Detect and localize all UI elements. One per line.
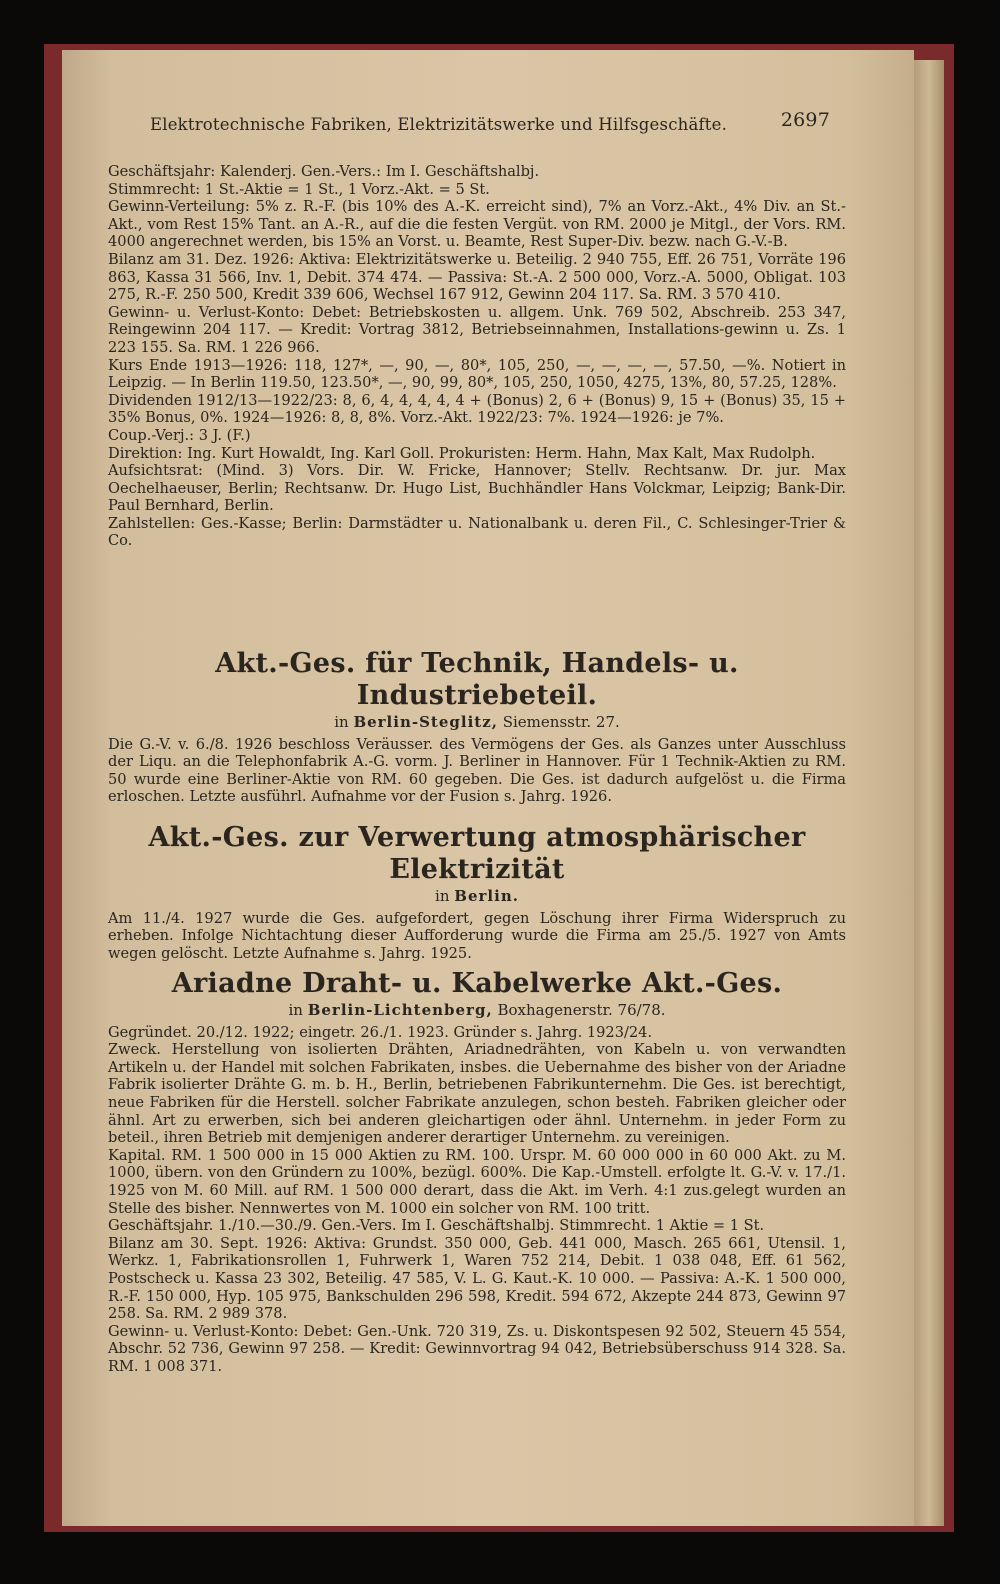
- paragraph: Gewinn-Verteilung: 5% z. R.-F. (bis 10% des A.-K. erreicht sind), 7% an Vorz.-Akt., 4% Div. an St.-Akt., vom Rest 15% Tant. an A.-R., auf die die festen Vergüt. von RM. 2000 je Mitgl., der Vors. RM. 4000 angerechnet werden, bis 15% an Vorst. u. Beamte, Rest Super-Div. bezw. nach G.-V.-B.: [108, 198, 846, 251]
- paragraph: Aufsichtsrat: (Mind. 3) Vors. Dir. W. Fricke, Hannover; Stellv. Rechtsanw. Dr. jur. Max Oechelhaeuser, Berlin; Rechtsanw. Dr. Hugo List, Buchhändler Hans Volckmar, Leipzig; Bank-Dir. Paul Bernhard, Berlin.: [108, 462, 846, 515]
- location-address: Siemensstr. 27.: [502, 713, 620, 731]
- paragraph: Am 11./4. 1927 wurde die Ges. aufgefordert, gegen Löschung ihrer Firma Widerspruch zu erheben. Infolge Nichtachtung dieser Aufforderung wurde die Firma am 25./5. 1927 von Amts wegen gelöscht. Letzte Aufnahme s. Jahrg. 1925.: [108, 909, 846, 962]
- paragraph: Dividenden 1912/13—1922/23: 8, 6, 4, 4, 4, 4, 4 + (Bonus) 2, 6 + (Bonus) 9, 15 + (Bonus) 35, 15 + 35% Bonus, 0%. 1924—1926: 8, 8, 8%. Vorz.-Akt. 1922/23: 7%. 1924—1926: je 7%.: [108, 391, 846, 427]
- company-title: Ariadne Draht- u. Kabelwerke Akt.-Ges.: [171, 968, 783, 999]
- company-title: Akt.-Ges. zur Verwertung atmosphärischer Elektrizität: [148, 822, 806, 885]
- paragraph: Coup.-Verj.: 3 J. (F.): [108, 426, 251, 444]
- page-edge: [914, 60, 944, 1526]
- company-title: Akt.-Ges. für Technik, Handels- u. Industriebeteil.: [215, 648, 739, 711]
- company-location: [108, 1002, 846, 1020]
- paragraph: Bilanz am 30. Sept. 1926: Aktiva: Grundst. 350 000, Geb. 441 000, Masch. 265 661, Utensil. 1, Werkz. 1, Fabrikationsrollen 1, Fuhrwerk 1, Waren 752 214, Debit. 1 038 048, Eff. 61 562, Postscheck u. Kassa 23 302, Beteilig. 47 585, V. L. G. Kaut.-K. 10 000. — Passiva: A.-K. 1 500 000, R.-F. 150 000, Hyp. 105 975, Bankschulden 296 598, Kredit. 594 672, Akzepte 244 873, Gewinn 97 258. Sa. RM. 2 989 378.: [108, 1234, 846, 1323]
- paragraph: Direktion: Ing. Kurt Howaldt, Ing. Karl Goll. Prokuristen: Herm. Hahn, Max Kalt, Max Rudolph.: [108, 444, 816, 462]
- section-technik-handels: [108, 648, 846, 806]
- paragraph: Gewinn- u. Verlust-Konto: Debet: Gen.-Unk. 720 319, Zs. u. Diskontspesen 92 502, Steuern 45 554, Abschr. 52 736, Gewinn 97 258. — Kredit: Gewinnvortrag 94 042, Betriebsüberschuss 914 328. Sa. RM. 1 008 371.: [108, 1322, 846, 1375]
- paragraph: Geschäftsjahr. 1./10.—30./9. Gen.-Vers. Im I. Geschäftshalbj. Stimmrecht. 1 Aktie = 1 St.: [108, 1217, 765, 1235]
- paragraph: Geschäftsjahr: Kalenderj. Gen.-Vers.: Im I. Geschäftshalbj.: [108, 163, 540, 180]
- paragraph: Zweck. Herstellung von isolierten Drähten, Ariadnedrähten, von Kabeln u. von verwandten Artikeln u. der Handel mit solchen Fabrikaten, insbes. die Uebernahme des bisher von der Ariadne Fabrik isolierter Drähte G. m. b. H., Berlin, betriebenen Fabrikunternehm. Die Ges. ist berechtigt, neue Fabriken für die Herstell. solcher Fabrikate anzulegen, schon besteh. Fabriken gleicher oder ähnl. Art zu erwerben, sich bei anderen gleichartigen oder ähnl. Unternehm. in jeder Form zu beteil., ihren Betrieb mit demjenigen anderer derartiger Unternehm. zu vereinigen.: [108, 1041, 846, 1147]
- paragraph: Gewinn- u. Verlust-Konto: Debet: Betriebskosten u. allgem. Unk. 769 502, Abschreib. 253 347, Reingewinn 204 117. — Kredit: Vortrag 3812, Betriebseinnahmen, Installations-gewinn u. Zs. 1 223 155. Sa. RM. 1 226 966.: [108, 303, 846, 356]
- paragraph: Zahlstellen: Ges.-Kasse; Berlin: Darmstädter u. Nationalbank u. deren Fil., C. Schlesinger-Trier & Co.: [108, 514, 846, 550]
- section-atmosphaerische-elektrizitaet: [108, 822, 846, 962]
- location-city: Berlin.: [454, 887, 519, 905]
- location-address: Boxhagenerstr. 76/78.: [497, 1001, 666, 1019]
- paragraph: Gegründet. 20./12. 1922; eingetr. 26./1. 1923. Gründer s. Jahrg. 1923/24.: [108, 1023, 653, 1041]
- company-location: [108, 714, 846, 732]
- location-city: Berlin-Lichtenberg,: [307, 1001, 493, 1019]
- company-location: [108, 888, 846, 906]
- running-head-title: Elektrotechnische Fabriken, Elektrizitätswerke und Hilfsgeschäfte.: [150, 115, 728, 134]
- paragraph: Bilanz am 31. Dez. 1926: Aktiva: Elektrizitätswerke u. Beteilig. 2 940 755, Eff. 26 751, Vorräte 196 863, Kassa 31 566, Inv. 1, Debit. 374 474. — Passiva: St.-A. 2 500 000, Vorz.-A. 5000, Obligat. 103 275, R.-F. 250 500, Kredit 339 606, Wechsel 167 912, Gewinn 204 117. Sa. RM. 3 570 410.: [108, 250, 846, 304]
- paragraph: Die G.-V. v. 6./8. 1926 beschloss Veräusser. des Vermögens der Ges. als Ganzes unter Ausschluss der Liqu. an die Telephonfabrik A.-G. vorm. J. Berliner in Hannover. Für 1 Technik-Aktien zu RM. 50 wurde eine Berliner-Aktie von RM. 60 gegeben. Die Ges. ist dadurch aufgelöst u. die Firma erloschen. Letzte ausführl. Aufnahme vor der Fusion s. Jahrg. 1926.: [108, 735, 846, 806]
- location-prefix: in: [435, 887, 450, 905]
- section-ariadne: [108, 968, 846, 1375]
- paragraph: Kapital. RM. 1 500 000 in 15 000 Aktien zu RM. 100. Urspr. M. 60 000 000 in 60 000 Akt. zu M. 1000, übern. von den Gründern zu 100%, bezügl. 600%. Die Kap.-Umstell. erfolgte lt. G.-V. v. 17./1. 1925 von M. 60 Mill. auf RM. 1 500 000 derart, dass die Akt. im Verh. 4:1 zus.gelegt wurden an Stelle des bisher. Nennwertes von M. 1000 ein solcher von RM. 100 tritt.: [108, 1146, 846, 1217]
- location-prefix: in: [288, 1001, 303, 1019]
- location-prefix: in: [334, 713, 349, 731]
- document-page: [62, 50, 914, 1526]
- page-number: 2697: [780, 109, 830, 131]
- location-city: Berlin-Steglitz,: [353, 713, 498, 731]
- paragraph: Stimmrecht: 1 St.-Aktie = 1 St., 1 Vorz.-Akt. = 5 St.: [108, 180, 490, 198]
- section-company-continued: [108, 163, 846, 550]
- paragraph: Kurs Ende 1913—1926: 118, 127*, —, 90, —, 80*, 105, 250, —, —, —, —, 57.50, —%. Notiert in Leipzig. — In Berlin 119.50, 123.50*, —, 90, 99, 80*, 105, 250, 1050, 4275, 13%, 80, 57.25, 128%.: [108, 356, 846, 392]
